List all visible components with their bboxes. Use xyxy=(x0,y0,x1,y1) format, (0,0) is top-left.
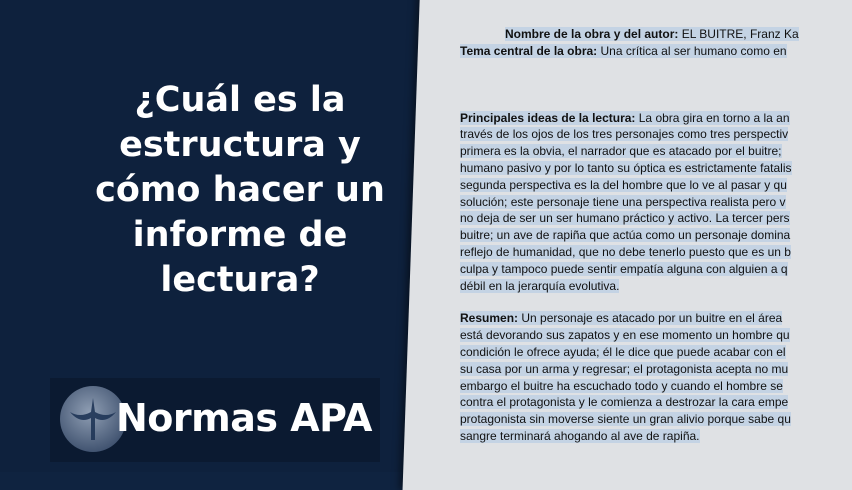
ideas-line: no deja de ser un ser humano práctico y activo. La tercer pers xyxy=(460,211,790,226)
summary-line: su casa por un arma y regresar; el protagonista acepta no mu xyxy=(460,361,789,376)
summary-line: embargo el buitre ha escuchado todo y cuando el hombre se xyxy=(460,378,783,393)
brand-banner xyxy=(50,378,380,462)
summary-line: contra el protagonista y le comienza a destrozar la cara empe xyxy=(460,395,789,410)
ideas-line: segunda perspectiva es la del hombre que lo ve al pasar y qu xyxy=(460,177,787,192)
ideas-line: primera es la obvia, el narrador que es atacado por el buitre; xyxy=(460,144,782,159)
summary-line: condición le ofrece ayuda; él le dice que puede acabar con el xyxy=(460,344,786,359)
headline-line: informe de xyxy=(132,215,348,255)
theme-label: Tema central de la obra: xyxy=(460,43,598,58)
theme-line xyxy=(460,43,852,60)
summary-paragraph xyxy=(460,310,852,444)
ideas-label: Principales ideas de la lectura: xyxy=(460,110,636,125)
theme-value: Una crítica al ser humano como en xyxy=(597,43,787,58)
ideas-line: buitre; un ave de rapiña que actúa como un personaje domina xyxy=(460,228,791,243)
headline-line: ¿Cuál es la xyxy=(134,80,346,120)
brand-name: Normas APA xyxy=(116,396,372,440)
summary-line: está devorando sus zapatos y en ese momento un hombre qu xyxy=(460,328,790,343)
title-line xyxy=(460,26,852,43)
title-value: EL BUITRE, Franz Ka xyxy=(678,27,799,41)
summary-label: Resumen: xyxy=(460,311,519,326)
ideas-line: solución; este personaje tiene una perspectiva realista pero v xyxy=(460,194,786,209)
ideas-line: través de los ojos de los tres personajes como tres perspectiv xyxy=(460,127,789,142)
summary-line: sangre terminará ahogando al ave de rapiña. xyxy=(460,428,700,443)
summary-first-line: Un personaje es atacado por un buitre en el área xyxy=(518,311,783,326)
headline-line: lectura? xyxy=(160,260,320,300)
summary-line: protagonista sin moverse siente un gran alivio porque sabe qu xyxy=(460,412,791,427)
title-label: Nombre de la obra y del autor: xyxy=(505,27,679,41)
ideas-line: culpa y tampoco puede sentir empatía alguna con alguien a q xyxy=(460,261,788,276)
headline-line: estructura y xyxy=(119,125,361,165)
headline xyxy=(70,78,410,303)
headline-line: cómo hacer un xyxy=(95,170,385,210)
ideas-line: reflejo de humanidad, que no debe tenerlo puesto que es un b xyxy=(460,244,791,259)
ideas-paragraph xyxy=(460,110,852,295)
ideas-line: humano pasivo y por lo tanto su óptica es estrictamente fatalis xyxy=(460,160,792,175)
ideas-first-line: La obra gira en torno a la an xyxy=(635,110,790,125)
document-text xyxy=(460,26,852,472)
ideas-line: débil en la jerarquía evolutiva. xyxy=(460,278,620,293)
